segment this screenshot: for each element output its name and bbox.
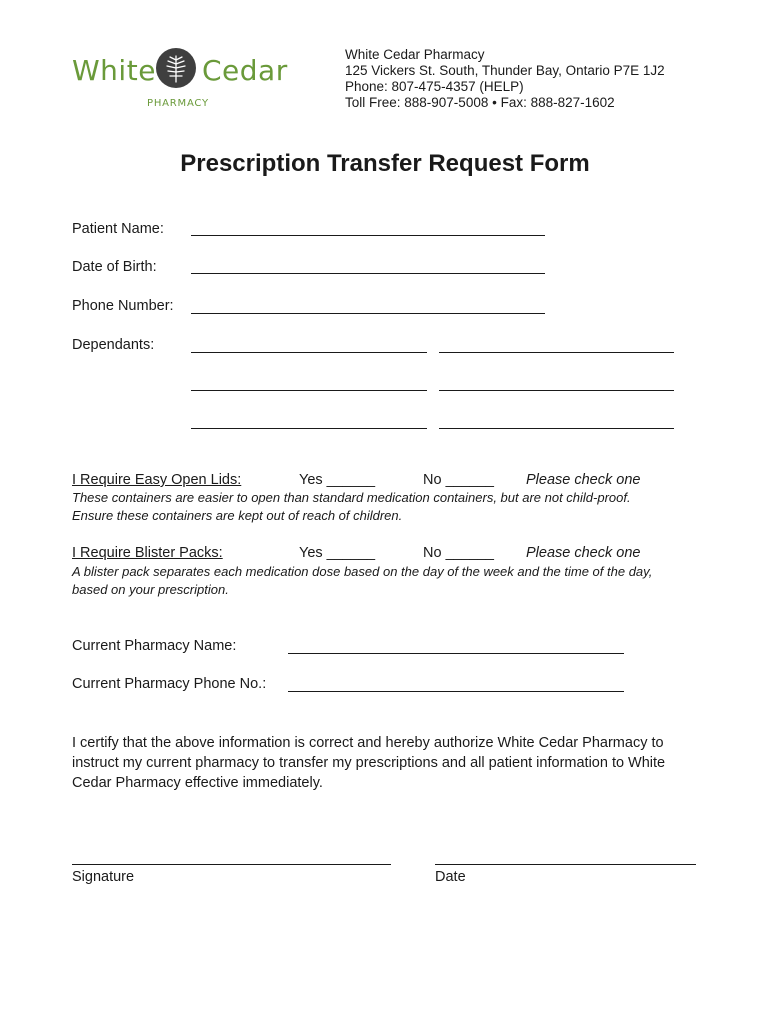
blister-note-line1: A blister pack separates each medication dose based on the day of the week and the time of the day,	[72, 564, 653, 579]
easy-open-note-line1: These containers are easier to open than standard medication containers, but are not child-proof.	[72, 490, 631, 505]
signature-field[interactable]	[72, 864, 391, 865]
form-title: Prescription Transfer Request Form	[180, 150, 590, 177]
certification-line1: I certify that the above information is correct and hereby authorize White Cedar Pharmacy to	[72, 735, 664, 751]
current-pharmacy-name-field[interactable]	[288, 653, 624, 654]
blister-yes-option[interactable]: Yes ______	[299, 545, 376, 561]
date-field[interactable]	[435, 864, 696, 865]
dependant-field-5[interactable]	[191, 428, 427, 429]
pharmacy-name: White Cedar Pharmacy	[345, 47, 485, 62]
easy-open-yes-option[interactable]: Yes ______	[299, 472, 376, 488]
current-pharmacy-phone-field[interactable]	[288, 691, 624, 692]
blister-hint: Please check one	[526, 545, 641, 561]
signature-label: Signature	[72, 869, 135, 885]
date-label: Date	[435, 869, 466, 885]
pharmacy-phone: Phone: 807-475-4357 (HELP)	[345, 79, 524, 94]
dependant-field-4[interactable]	[439, 390, 674, 391]
dependant-field-2[interactable]	[439, 352, 674, 353]
certification-line2: instruct my current pharmacy to transfer my prescriptions and all patient information to White	[72, 755, 666, 771]
current-pharmacy-phone-label: Current Pharmacy Phone No.:	[72, 676, 267, 692]
easy-open-hint: Please check one	[526, 472, 641, 488]
dependant-field-6[interactable]	[439, 428, 674, 429]
pharmacy-address: 125 Vickers St. South, Thunder Bay, Ontario P7E 1J2	[345, 63, 665, 78]
dependants-label: Dependants:	[72, 337, 155, 353]
blister-packs-label: I Require Blister Packs:	[72, 545, 223, 561]
logo-subtitle: PHARMACY	[147, 98, 209, 109]
certification-text	[72, 733, 712, 793]
pharmacy-logo	[72, 46, 292, 112]
patient-name-label: Patient Name:	[72, 221, 164, 237]
dependant-field-1[interactable]	[191, 352, 427, 353]
cedar-leaf-icon	[156, 48, 196, 88]
dependant-field-3[interactable]	[191, 390, 427, 391]
logo-word-white: White	[72, 54, 156, 87]
current-pharmacy-name-label: Current Pharmacy Name:	[72, 638, 237, 654]
certification-line3: Cedar Pharmacy effective immediately.	[72, 775, 323, 791]
phone-number-label: Phone Number:	[72, 298, 174, 314]
blister-no-option[interactable]: No ______	[423, 545, 494, 561]
blister-note-line2: based on your prescription.	[72, 582, 229, 597]
date-of-birth-label: Date of Birth:	[72, 259, 157, 275]
easy-open-lids-label: I Require Easy Open Lids:	[72, 472, 242, 488]
logo-word-cedar: Cedar	[202, 54, 288, 87]
pharmacy-tollfree-fax: Toll Free: 888-907-5008 • Fax: 888-827-1602	[345, 95, 615, 110]
pharmacy-contact-block	[345, 47, 665, 111]
patient-name-field[interactable]	[191, 235, 545, 236]
date-of-birth-field[interactable]	[191, 273, 545, 274]
easy-open-no-option[interactable]: No ______	[423, 472, 494, 488]
easy-open-note-line2: Ensure these containers are kept out of reach of children.	[72, 508, 403, 523]
phone-number-field[interactable]	[191, 313, 545, 314]
